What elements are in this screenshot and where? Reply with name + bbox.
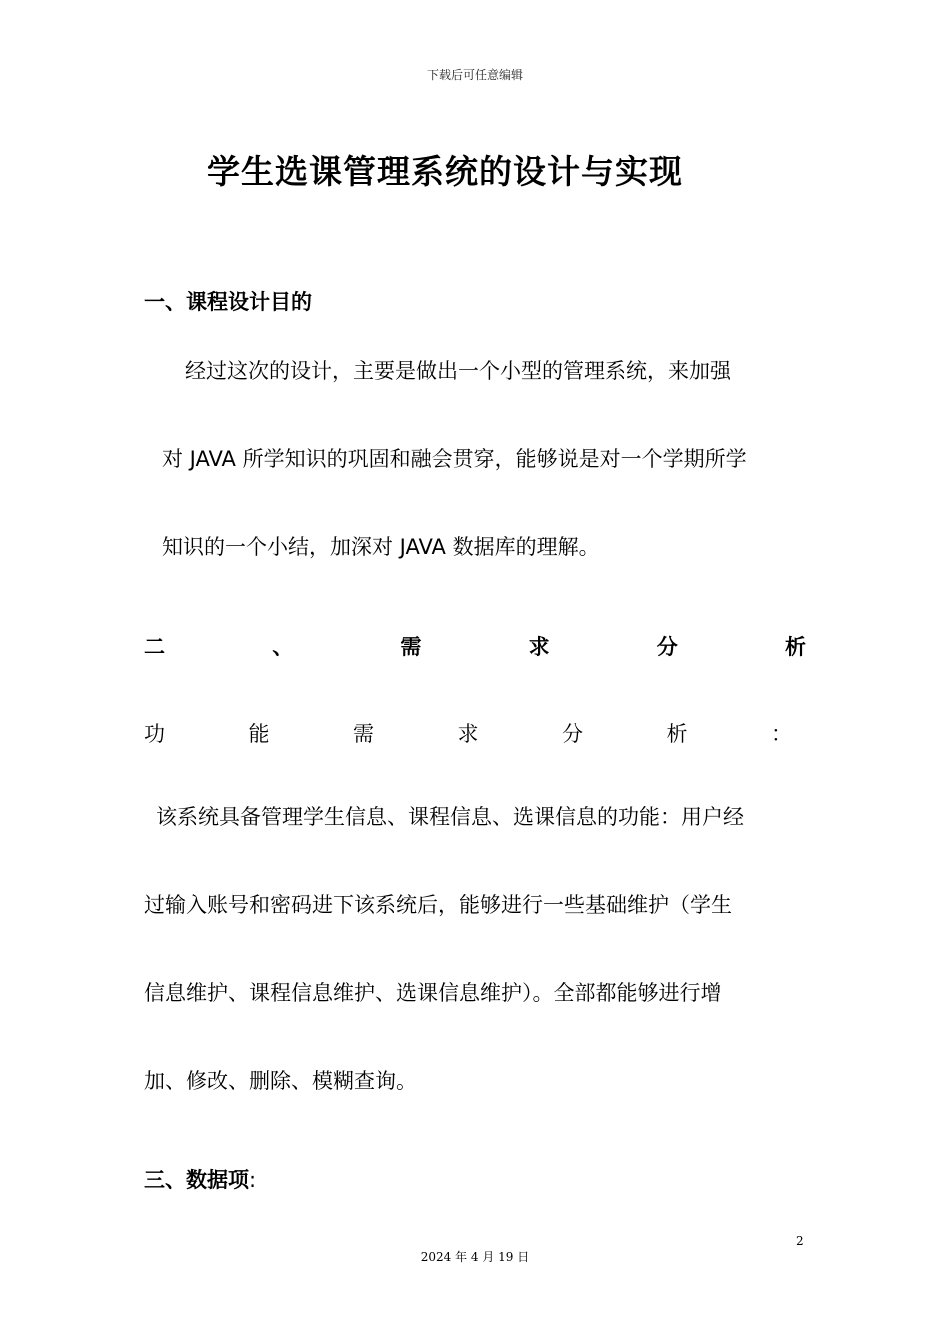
sub-heading-char: 分 <box>562 722 583 746</box>
sub-heading-char: 需 <box>353 722 374 746</box>
section1-line-1: 经过这次的设计，主要是做出一个小型的管理系统，来加强 <box>185 359 731 383</box>
sub-heading-char: 析 <box>666 722 688 746</box>
section2-line-4: 加、修改、删除、模糊查询。 <box>144 1069 417 1093</box>
sub-heading-char: 求 <box>457 722 479 746</box>
section2-heading-char: 求 <box>528 635 550 659</box>
section2-line-2: 过输入账号和密码进下该系统后，能够进行一些基础维护（学生 <box>144 893 732 917</box>
sub-heading-char: ： <box>771 722 792 746</box>
section2-heading-char: 二 <box>144 635 165 659</box>
section1-line-3: 知识的一个小结，加深对 JAVA 数据库的理解。 <box>162 535 600 559</box>
sub-heading-char: 功 <box>144 722 165 746</box>
section2-line-1: 该系统具备管理学生信息、课程信息、选课信息的功能：用户经 <box>156 805 744 829</box>
page-number: 2 <box>796 1234 804 1248</box>
section2-heading-char: 分 <box>656 635 678 659</box>
section3-heading-text: 三、数据项 <box>144 1168 249 1192</box>
document-title: 学生选课管理系统的设计与实现 <box>207 152 683 191</box>
section1-heading: 一、课程设计目的 <box>144 290 312 314</box>
section3-heading <box>144 1164 256 1194</box>
section1-line-2: 对 JAVA 所学知识的巩固和融会贯穿，能够说是对一个学期所学 <box>162 447 747 471</box>
functional-requirements-label <box>144 718 792 748</box>
section2-heading-char: 、 <box>272 635 294 659</box>
section3-heading-colon: : <box>249 1168 257 1192</box>
footer-date: 2024 年 4 月 19 日 <box>420 1250 530 1264</box>
section2-line-3: 信息维护、课程信息维护、选课信息维护）。全部都能够进行增 <box>144 981 722 1005</box>
page-header-note: 下载后可任意编辑 <box>426 68 523 82</box>
section2-heading-char: 析 <box>784 635 806 659</box>
section2-heading-char: 需 <box>400 635 422 659</box>
sub-heading-char: 能 <box>248 722 270 746</box>
section2-heading <box>144 631 806 661</box>
